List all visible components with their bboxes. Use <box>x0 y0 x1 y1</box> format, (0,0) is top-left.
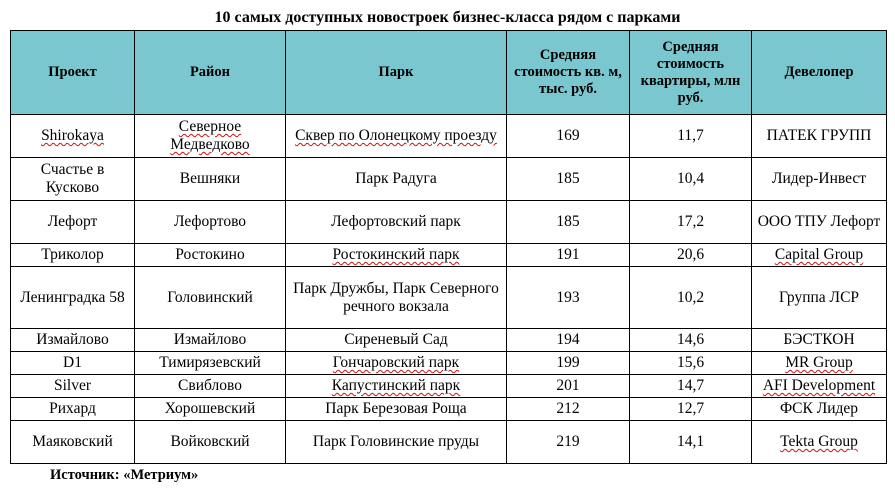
cell-district: Головинский <box>135 267 286 329</box>
cell-price-flat: 17,2 <box>630 201 752 244</box>
park-text: Капустинский парк <box>331 377 461 394</box>
cell-price-sqm: 185 <box>507 158 630 201</box>
cell-price-flat: 12,7 <box>630 398 752 421</box>
table-row <box>11 421 887 464</box>
cell-price-sqm: 199 <box>507 352 630 375</box>
cell-price-sqm: 201 <box>507 375 630 398</box>
cell-district: Тимирязевский <box>135 352 286 375</box>
park-text: Сквер по Олонецкому проезду <box>295 127 497 144</box>
cell-price-flat: 15,6 <box>630 352 752 375</box>
table-row <box>11 267 887 329</box>
table-row <box>11 201 887 244</box>
cell-developer <box>752 244 887 267</box>
cell-price-sqm: 193 <box>507 267 630 329</box>
cell-park <box>286 244 507 267</box>
table-row <box>11 398 887 421</box>
cell-park: Парк Березовая Роща <box>286 398 507 421</box>
cell-developer: ФСК Лидер <box>752 398 887 421</box>
district-text: Северное Медведково <box>170 118 250 153</box>
header-price-sqm: Средняя стоимость кв. м, тыс. руб. <box>507 31 630 115</box>
cell-developer: Лидер-Инвест <box>752 158 887 201</box>
cell-price-flat: 14,6 <box>630 329 752 352</box>
table-row <box>11 375 887 398</box>
cell-park: Лефортовский парк <box>286 201 507 244</box>
cell-developer <box>752 352 887 375</box>
cell-park: Парк Головинские пруды <box>286 421 507 464</box>
cell-project: Триколор <box>11 244 135 267</box>
cell-price-sqm: 169 <box>507 115 630 158</box>
project-text: Shirokaya <box>41 127 104 144</box>
header-developer: Девелопер <box>752 31 887 115</box>
cell-developer <box>752 421 887 464</box>
cell-park: Парк Дружбы, Парк Северного речного вокзала <box>286 267 507 329</box>
cell-developer: ПАТЕК ГРУПП <box>752 115 887 158</box>
cell-district: Лефортово <box>135 201 286 244</box>
header-project: Проект <box>11 31 135 115</box>
cell-price-sqm: 219 <box>507 421 630 464</box>
new-buildings-table <box>10 30 887 464</box>
header-district: Район <box>135 31 286 115</box>
cell-project: Ленинградка 58 <box>11 267 135 329</box>
cell-project: Счастье в Кусково <box>11 158 135 201</box>
cell-park <box>286 352 507 375</box>
cell-price-sqm: 191 <box>507 244 630 267</box>
cell-district: Хорошевский <box>135 398 286 421</box>
park-text: Гончаровский парк <box>332 354 460 371</box>
developer-text: MR Group <box>785 354 853 371</box>
cell-price-sqm: 194 <box>507 329 630 352</box>
cell-district: Войковский <box>135 421 286 464</box>
table-row <box>11 244 887 267</box>
table-row <box>11 352 887 375</box>
cell-district: Свиблово <box>135 375 286 398</box>
cell-project: Маяковский <box>11 421 135 464</box>
cell-price-flat: 14,7 <box>630 375 752 398</box>
cell-project: Измайлово <box>11 329 135 352</box>
cell-developer: Группа ЛСР <box>752 267 887 329</box>
cell-district <box>135 115 286 158</box>
header-park: Парк <box>286 31 507 115</box>
cell-developer <box>752 375 887 398</box>
cell-price-sqm: 212 <box>507 398 630 421</box>
header-price-flat: Средняя стоимость квартиры, млн руб. <box>630 31 752 115</box>
cell-park <box>286 115 507 158</box>
cell-price-flat: 11,7 <box>630 115 752 158</box>
cell-project: Лефорт <box>11 201 135 244</box>
cell-project <box>11 115 135 158</box>
table-row <box>11 158 887 201</box>
cell-price-sqm: 185 <box>507 201 630 244</box>
park-text: Ростокинский парк <box>332 246 460 263</box>
source-note: Источник: «Метриум» <box>50 467 199 483</box>
developer-text: AFI Development <box>762 377 876 394</box>
table-row <box>11 115 887 158</box>
cell-price-flat: 10,4 <box>630 158 752 201</box>
cell-park: Парк Радуга <box>286 158 507 201</box>
developer-text: Capital Group <box>774 246 864 263</box>
cell-project: Рихард <box>11 398 135 421</box>
cell-developer: ООО ТПУ Лефорт <box>752 201 887 244</box>
cell-price-flat: 20,6 <box>630 244 752 267</box>
cell-price-flat: 14,1 <box>630 421 752 464</box>
cell-price-flat: 10,2 <box>630 267 752 329</box>
header-row <box>11 31 887 115</box>
cell-district: Измайлово <box>135 329 286 352</box>
cell-district: Ростокино <box>135 244 286 267</box>
cell-district: Вешняки <box>135 158 286 201</box>
cell-project: Silver <box>11 375 135 398</box>
cell-developer: БЭСТКОН <box>752 329 887 352</box>
cell-park <box>286 375 507 398</box>
developer-text: Tekta Group <box>780 433 858 450</box>
table-row <box>11 329 887 352</box>
cell-project: D1 <box>11 352 135 375</box>
table-title: 10 самых доступных новостроек бизнес-класса рядом с парками <box>214 9 681 26</box>
cell-park: Сиреневый Сад <box>286 329 507 352</box>
